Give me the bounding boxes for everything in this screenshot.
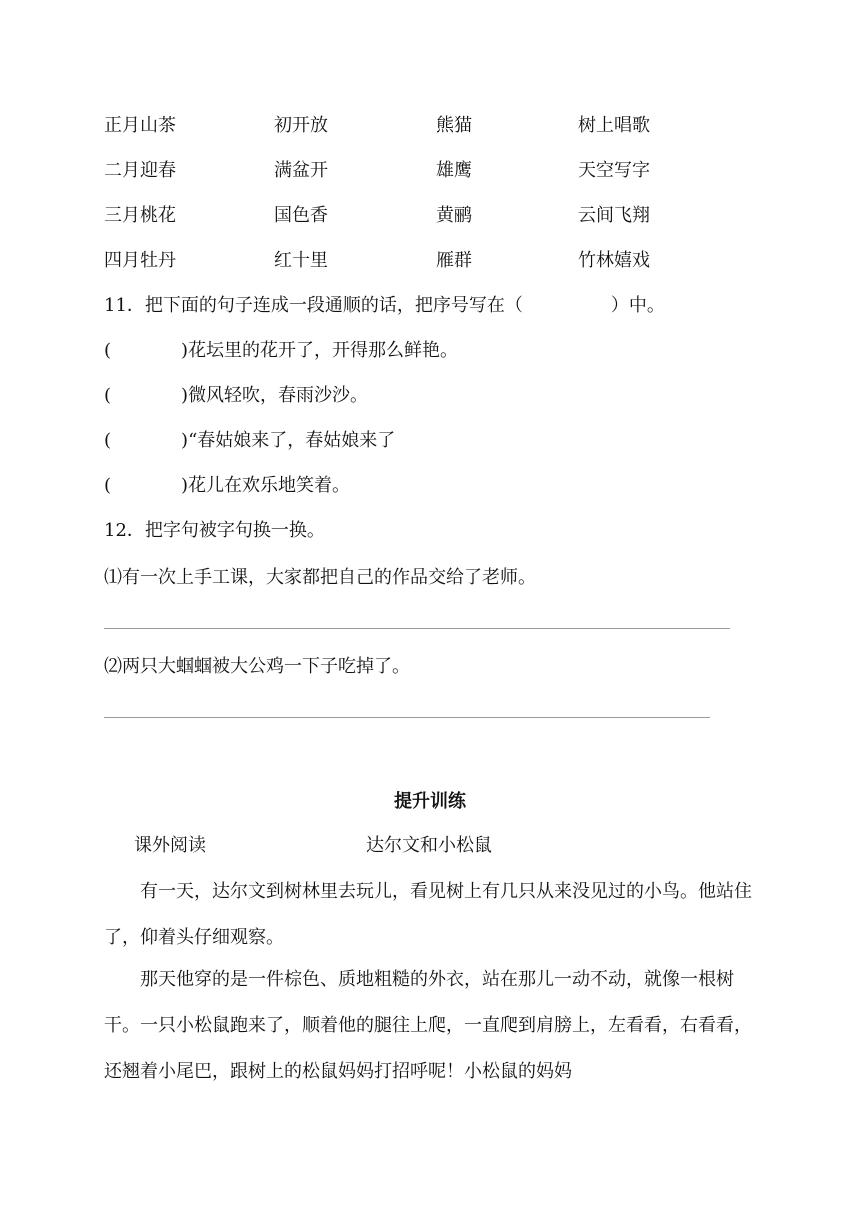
story-paragraph-2: 那天他穿的是一件棕色、质地粗糙的外衣，站在那儿一动不动，就像一根树干。一只小松鼠跑来了，顺着他的腿往上爬，一直爬到肩膀上，左看看，右看看，还翘着小尾巴，跟树上的松鼠妈妈打招呼呢！小松鼠的妈妈: [104, 969, 752, 1082]
q11-item-text: 花坛里的花开了，开得那么鲜艳。: [188, 340, 459, 361]
month-flower: 三月桃花: [104, 205, 176, 226]
close-paren: ): [181, 475, 189, 496]
q11-item-text: 微风轻吹，春雨沙沙。: [188, 385, 369, 406]
animal: 雁群: [436, 250, 472, 271]
animal-action: 云间飞翔: [578, 205, 650, 226]
animal: 雄鹰: [436, 160, 472, 181]
q11-item: [104, 384, 368, 408]
q11-item: [104, 429, 395, 453]
q11-title-end: ）中。: [610, 295, 665, 316]
q12-title: 12．把字句被字句换一换。: [104, 520, 325, 541]
reading-label: 课外阅读: [134, 835, 206, 856]
open-paren: (: [104, 430, 112, 451]
q12-sentence-1: ⑴有一次上手工课，大家都把自己的作品交给了老师。: [104, 567, 536, 588]
open-paren: (: [104, 385, 112, 406]
month-flower: 正月山茶: [104, 115, 176, 136]
month-flower: 二月迎春: [104, 160, 176, 181]
animal-action: 天空写字: [578, 160, 650, 181]
answer-line-2[interactable]: [104, 717, 710, 718]
section-heading: 提升训练: [394, 791, 466, 812]
month-flower: 四月牡丹: [104, 250, 176, 271]
q11-item-text: “春姑娘来了，春姑娘来了: [188, 430, 396, 451]
flower-phrase: 红十里: [274, 250, 328, 271]
q11-item-text: 花儿在欢乐地笑着。: [188, 475, 351, 496]
q12-sentence-2: ⑵两只大蝈蝈被大公鸡一下子吃掉了。: [104, 656, 410, 677]
flower-phrase: 初开放: [274, 115, 328, 136]
close-paren: ): [181, 430, 189, 451]
flower-phrase: 满盆开: [274, 160, 328, 181]
close-paren: ): [181, 340, 189, 361]
q11-item: [104, 339, 458, 363]
q11-title-text: 11．把下面的句子连成一段通顺的话，把序号写在（: [104, 295, 523, 316]
animal: 熊猫: [436, 115, 472, 136]
flower-phrase: 国色香: [274, 205, 328, 226]
animal-action: 树上唱歌: [578, 115, 650, 136]
q11-item: [104, 474, 350, 498]
answer-line-1[interactable]: [104, 628, 730, 629]
open-paren: (: [104, 475, 112, 496]
animal-action: 竹林嬉戏: [578, 250, 650, 271]
animal: 黄鹂: [436, 205, 472, 226]
story-title: 达尔文和小松鼠: [366, 835, 492, 856]
story-paragraph-1: 有一天，达尔文到树林里去玩儿，看见树上有几只从来没见过的小鸟。他站住了，仰着头仔细观察。: [104, 881, 752, 948]
close-paren: ): [181, 385, 189, 406]
open-paren: (: [104, 340, 112, 361]
q11-title: [104, 294, 665, 318]
